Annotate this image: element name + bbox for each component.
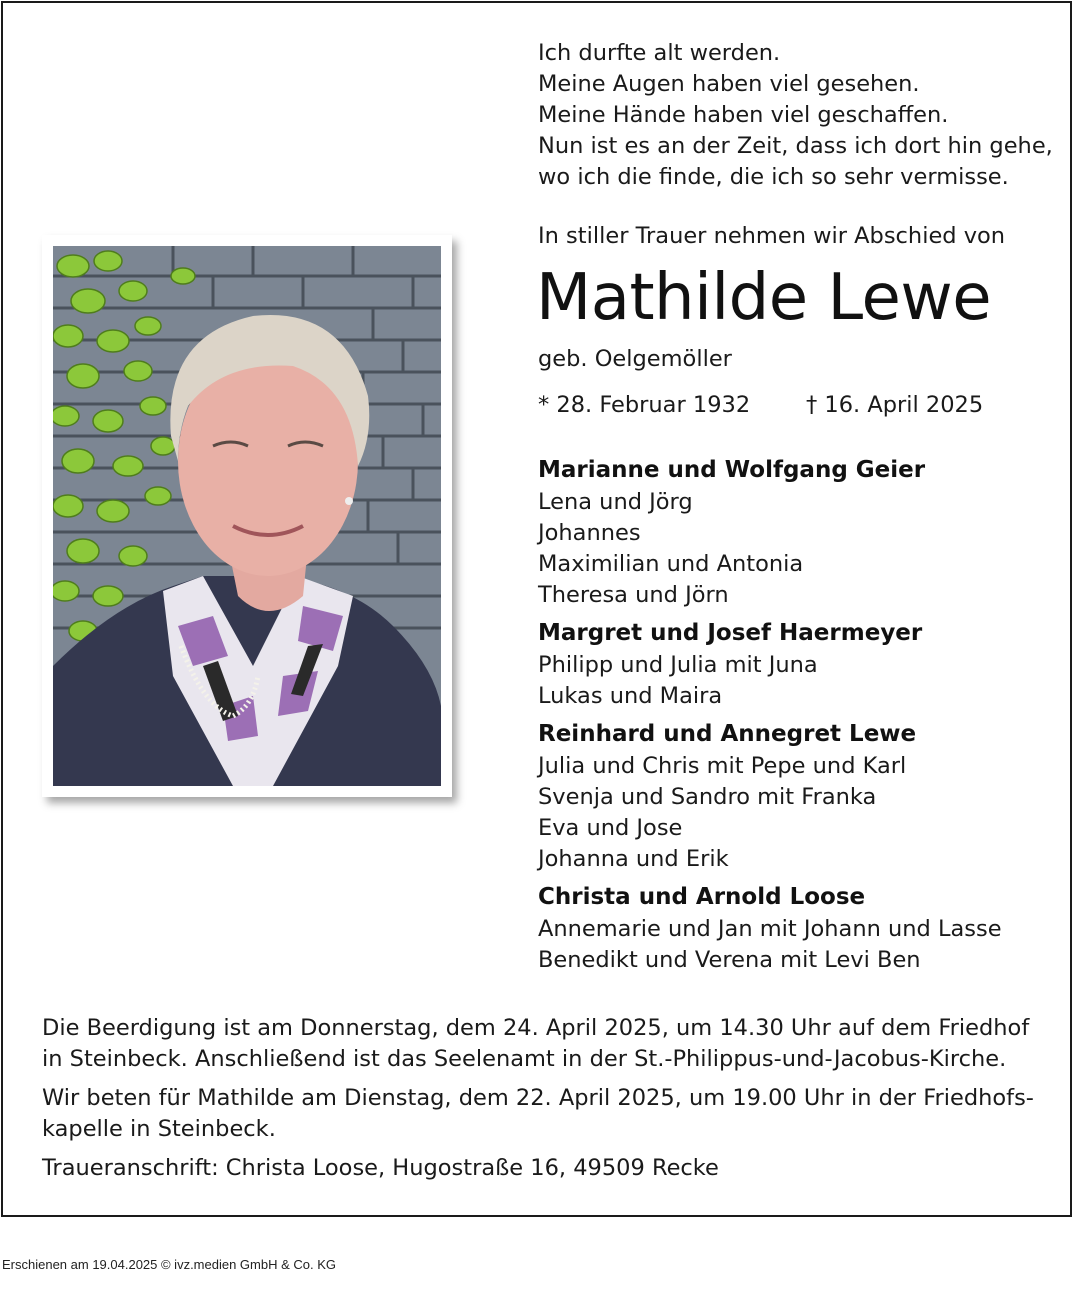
mourning-address: Traueranschrift: Christa Loose, Hugostraße 16, 49509 Recke — [42, 1155, 719, 1181]
family-member: Julia und Chris mit Pepe und Karl — [538, 753, 907, 779]
poem-line: Ich durfte alt werden. — [538, 40, 781, 66]
poem-line: Meine Augen haben viel gesehen. — [538, 71, 920, 97]
family-member: Maximilian und Antonia — [538, 551, 804, 577]
death-date: † 16. April 2025 — [806, 392, 984, 418]
poem-line: Meine Hände haben viel geschaffen. — [538, 102, 949, 128]
portrait-photo — [53, 246, 441, 786]
obituary-frame — [1, 1, 1072, 1217]
family-member: Annemarie und Jan mit Johann und Lasse — [538, 916, 1002, 942]
family-member: Benedikt und Verena mit Levi Ben — [538, 947, 921, 973]
family-group — [538, 616, 1058, 712]
family-member: Philipp und Julia mit Juna — [538, 652, 818, 678]
family-member: Johanna und Erik — [538, 846, 729, 872]
poem — [538, 38, 1058, 193]
portrait-photo-frame — [42, 235, 452, 797]
family-head: Reinhard und Annegret Lewe — [538, 721, 917, 747]
family-head: Marianne und Wolfgang Geier — [538, 457, 926, 483]
family-head: Margret und Josef Haermeyer — [538, 620, 923, 646]
family-group — [538, 453, 1058, 611]
family-member: Lukas und Maira — [538, 683, 723, 709]
funeral-notice: Die Beerdigung ist am Donnerstag, dem 24. April 2025, um 14.30 Uhr auf dem Friedhof in Steinbeck. Anschließend ist das Seelenamt in der St.-Philippus-und-Jacobus-Kirche. — [42, 1015, 1030, 1072]
family-list — [538, 453, 1058, 981]
publication-footer: Erschienen am 19.04.2025 © ivz.medien GmbH & Co. KG — [2, 1257, 337, 1272]
life-dates — [538, 392, 984, 418]
family-member: Eva und Jose — [538, 815, 683, 841]
family-member: Lena und Jörg — [538, 489, 693, 515]
service-info — [42, 1013, 1052, 1192]
poem-line: Nun ist es an der Zeit, dass ich dort hin gehe, — [538, 133, 1053, 159]
intro-text: In stiller Trauer nehmen wir Abschied von — [538, 223, 1006, 249]
maiden-name: geb. Oelgemöller — [538, 346, 732, 372]
family-member: Svenja und Sandro mit Franka — [538, 784, 877, 810]
deceased-name: Mathilde Lewe — [536, 261, 992, 335]
family-member: Johannes — [538, 520, 641, 546]
prayer-notice: Wir beten für Mathilde am Dienstag, dem 22. April 2025, um 19.00 Uhr in der Friedhofs-kapelle in Steinbeck. — [42, 1085, 1034, 1142]
family-member: Theresa und Jörn — [538, 582, 729, 608]
family-head: Christa und Arnold Loose — [538, 884, 866, 910]
family-group — [538, 717, 1058, 875]
family-group — [538, 880, 1058, 976]
birth-date: * 28. Februar 1932 — [538, 392, 751, 418]
poem-line: wo ich die finde, die ich so sehr vermisse. — [538, 164, 1009, 190]
